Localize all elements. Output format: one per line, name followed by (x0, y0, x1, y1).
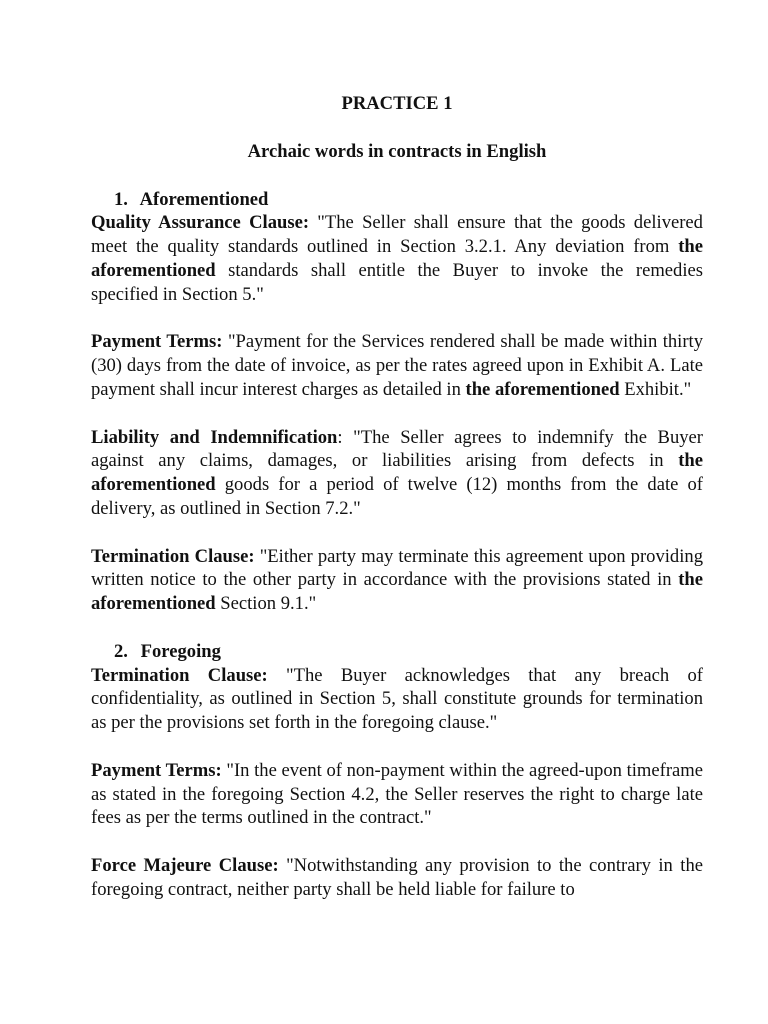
document-subtitle: Archaic words in contracts in English (247, 140, 547, 162)
clause-label: Termination Clause: (91, 664, 268, 686)
clause-text: standards shall entitle the Buyer to invoke the remedies specified in Section 5." (91, 259, 703, 305)
clause-label: Liability and Indemnification (91, 426, 338, 448)
document-title: PRACTICE 1 (341, 93, 453, 114)
clause-termination (91, 664, 703, 735)
section-heading-aforementioned (91, 188, 703, 212)
clause-label: Quality Assurance Clause: (91, 212, 310, 234)
clause-payment-terms (91, 759, 703, 830)
clause-label: Payment Terms: (91, 331, 223, 353)
clause-text: goods for a period of twelve (12) months from the date of delivery, as outlined in Section 7.2." (91, 474, 703, 519)
clause-text: "In the event of non-payment within the agreed-upon timeframe as stated in the foregoing Section 4.2, the Seller reserves the right to charge late fees as per the terms outlined in the contract." (91, 759, 703, 829)
clause-text: "The Buyer acknowledges that any breach of confidentiality, as outlined in Section 5, shall constitute grounds for termination as per the provisions set forth in the foregoing clause." (91, 664, 703, 734)
clause-keyword: the aforementioned (91, 236, 703, 281)
clause-text: Section 9.1." (215, 593, 317, 615)
section-heading-foregoing (91, 640, 703, 664)
clause-text: "Either party may terminate this agreement upon providing written notice to the other party in accordance with the provisions stated in (91, 545, 703, 591)
clause-text: "Notwithstanding any provision to the contrary in the foregoing contract, neither party shall be held liable for failure to (91, 854, 703, 900)
clause-force-majeure (91, 854, 703, 902)
clause-payment-terms (91, 330, 703, 401)
section-title: Aforementioned (139, 188, 269, 210)
section-number: 1. (114, 188, 128, 210)
clause-text: "Payment for the Services rendered shall be made within thirty (30) days from the date of invoice, as per the rates agreed upon in Exhibit A. Late payment shall incur interest charges as detailed in (91, 331, 703, 400)
section-number: 2. (114, 640, 128, 662)
clause-keyword: the aforementioned (91, 450, 703, 496)
clause-text: Exhibit." (619, 378, 692, 400)
document-page (91, 92, 703, 902)
clause-label: Force Majeure Clause: (91, 854, 279, 876)
clause-quality-assurance (91, 211, 703, 306)
clause-text: "The Seller shall ensure that the goods delivered meet the quality standards outlined in Section 3.2.1. Any deviation from (91, 212, 703, 258)
clause-keyword: the aforementioned (91, 569, 703, 615)
section-title: Foregoing (140, 640, 221, 662)
clause-keyword: the aforementioned (465, 378, 620, 400)
clause-label: Termination Clause: (91, 545, 255, 567)
clause-text: : "The Seller agrees to indemnify the Buyer against any claims, damages, or liabilities arising from defects in (91, 426, 703, 472)
clause-termination (91, 545, 703, 616)
clause-liability-indemnification (91, 426, 703, 521)
clause-label: Payment Terms: (91, 759, 222, 781)
